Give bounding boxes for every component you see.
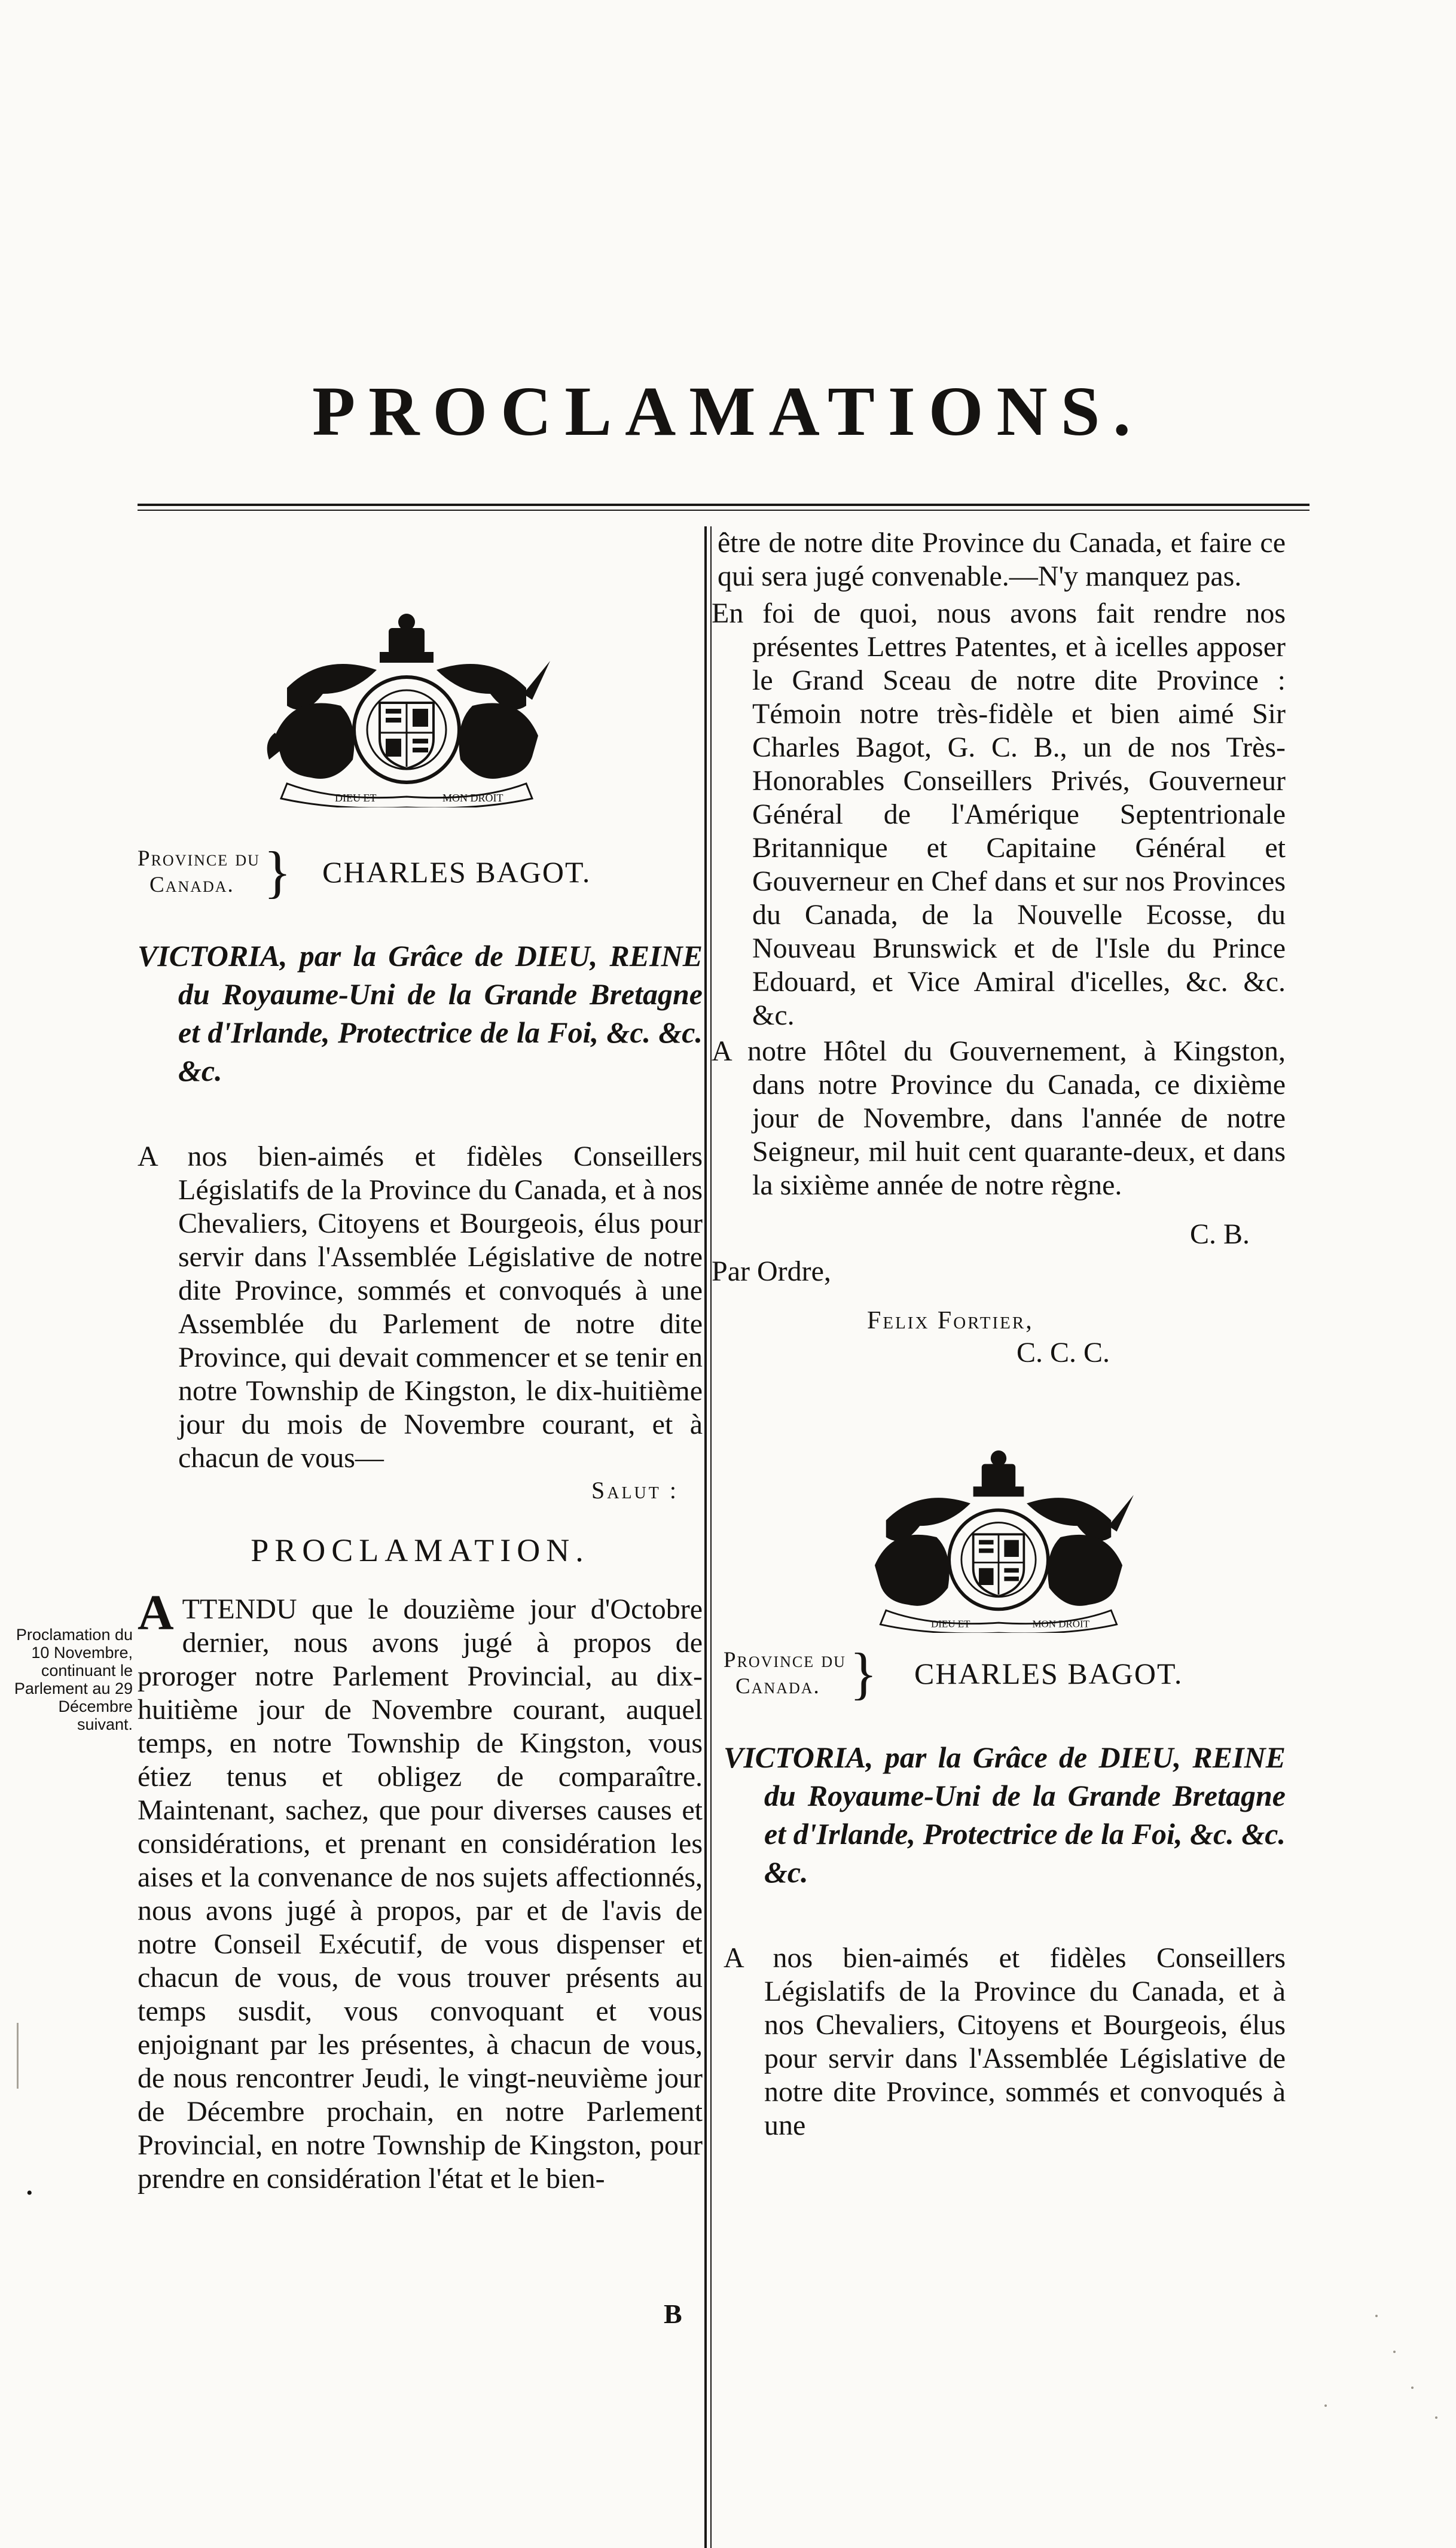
province-line1-2: Province du: [724, 1648, 846, 1672]
province-line2-2: Canada.: [735, 1674, 820, 1699]
attestation-paragraph: En foi de quoi, nous avons fait rendre nos présentes Lettres Patentes, et à icelles apposer le Grand Sceau de notre dite Province : Témoin notre très-fidèle et bien aimé Sir Charles Bagot, G. C. B., un de nos Très-Honorables Conseillers Privés, Gouverneur Général de l'Amérique Septentrionale Britannique et Capitaine Général et Gouverneur en Chef dans et sur nos Provinces du Canada, de la Nouvelle Ecosse, du Nouveau Brunswick et de l'Isle du Prince Edouard, et Vice Amiral d'icelles, &c. &c. &c.: [712, 598, 1286, 1031]
margin-mark: [17, 2023, 19, 2089]
address-paragraph: A nos bien-aimés et fidèles Conseillers Législatifs de la Province du Canada, et à nos Chevaliers, Citoyens et Bourgeois, élus pour servir dans l'Assemblée Législative de notre dite Province, sommés et convoqués à une Assemblée du Parlement de notre dite Province, qui devait commencer et se tenir en notre Township de Kingston, le dix-huitième jour du mois de Novembre courant, et à chacun de vous—: [138, 1141, 703, 1474]
margin-note: Proclamation du 10 Novembre, continuant le Parlement au 29 Décembre suivant.: [14, 1626, 133, 1733]
secretary-name: Felix Fortier,: [867, 1307, 1034, 1334]
proclamation-paragraph: [138, 1585, 703, 2196]
province-line2: Canada.: [149, 873, 234, 897]
proclamation-text: TTENDU que le douzième jour d'Octobre dernier, nous avons jugé à propos de proroger notre Parlement Provincial, au dix-huitième jour de Novembre courant, auquel temps, en notre Township de Kingston, vous étiez tenus et obligez de comparaître. Maintenant, sachez, que pour diverses causes et considérations, et prenant en considération les aises et la convenance de nos sujets affectionnés, nous avons jugé à propos, par et de l'avis de notre Conseil Exécutif, de vous dispenser et chacun de vous, de vous trouver présents au temps susdit, vous convoquant et vous enjoignant par les présentes, à chacun de vous, de nous rencontrer Jeudi, le vingt-neuvième jour de Décembre prochain, en notre Parlement Provincial, en notre Township de Kingston, pour prendre en considération l'état et le bien-: [138, 1593, 703, 2195]
royal-style: VICTORIA, par la Grâce de DIEU, REINE du Royaume-Uni de la Grande Bretagne et d'Irlande, Protectrice de la Foi, &c. &c. &c.: [138, 939, 703, 1087]
drop-cap: A: [138, 1585, 174, 1641]
print-speck: [1435, 2416, 1437, 2419]
crest-motto-left: DIEU ET: [335, 792, 377, 804]
royal-arms-emblem: [251, 604, 562, 807]
address-paragraph-2: A nos bien-aimés et fidèles Conseillers Législatifs de la Province du Canada, et à nos Chevaliers, Citoyens et Bourgeois, élus pour servir dans l'Assemblée Législative de notre dite Province, sommés et convoqués à une: [724, 1942, 1286, 2141]
province-header-2: [712, 1641, 1286, 1705]
royal-arms-emblem-2: [843, 1441, 1154, 1633]
svg-text:MON DROIT: MON DROIT: [1032, 1618, 1089, 1630]
brace-glyph: }: [263, 840, 292, 904]
province-header: [138, 840, 703, 904]
province-label-2: [724, 1647, 846, 1700]
par-ordre: Par Ordre,: [712, 1255, 831, 1287]
province-line1: Province du: [138, 846, 260, 871]
governor-name: CHARLES BAGOT.: [322, 855, 591, 889]
margin-bullet: •: [26, 2183, 33, 2203]
proclamation-heading: PROCLAMATION.: [251, 1532, 590, 1568]
royal-style-2: VICTORIA, par la Grâce de DIEU, REINE du Royaume-Uni de la Grande Bretagne et d'Irlande, Protectrice de la Foi, &c. &c. &c.: [724, 1741, 1286, 1889]
svg-text:DIEU ET: DIEU ET: [931, 1618, 970, 1630]
province-label: [138, 846, 260, 898]
secretary-title: C. C. C.: [1017, 1337, 1110, 1369]
governor-name-2: CHARLES BAGOT.: [914, 1657, 1183, 1690]
left-column: [138, 526, 703, 2196]
print-speck: [1324, 2404, 1327, 2407]
title-rule-bottom: [138, 510, 1310, 511]
initials: C. B.: [1189, 1218, 1250, 1250]
print-speck: [1393, 2351, 1396, 2353]
title-rule-top: [138, 504, 1310, 506]
dating-paragraph: A notre Hôtel du Gouvernement, à Kingston, dans notre Province du Canada, ce dixième jour de Novembre, dans l'année de notre Seigneur, mil huit cent quarante-deux, et dans la sixième année de notre règne.: [712, 1035, 1286, 1201]
brace-glyph-2: }: [849, 1641, 878, 1705]
page-folio: B: [664, 2299, 682, 2329]
column-divider: [704, 526, 707, 2548]
continuation-paragraph: être de notre dite Province du Canada, et faire ce qui sera jugé convenable.—N'y manquez pas.: [718, 527, 1286, 592]
right-column: [712, 526, 1286, 2142]
print-speck: [1375, 2315, 1378, 2317]
crest-motto-right: MON DROIT: [442, 792, 503, 804]
print-speck: [1411, 2387, 1414, 2389]
page-title: PROCLAMATIONS.: [312, 372, 1144, 450]
salut: Salut :: [591, 1477, 679, 1504]
